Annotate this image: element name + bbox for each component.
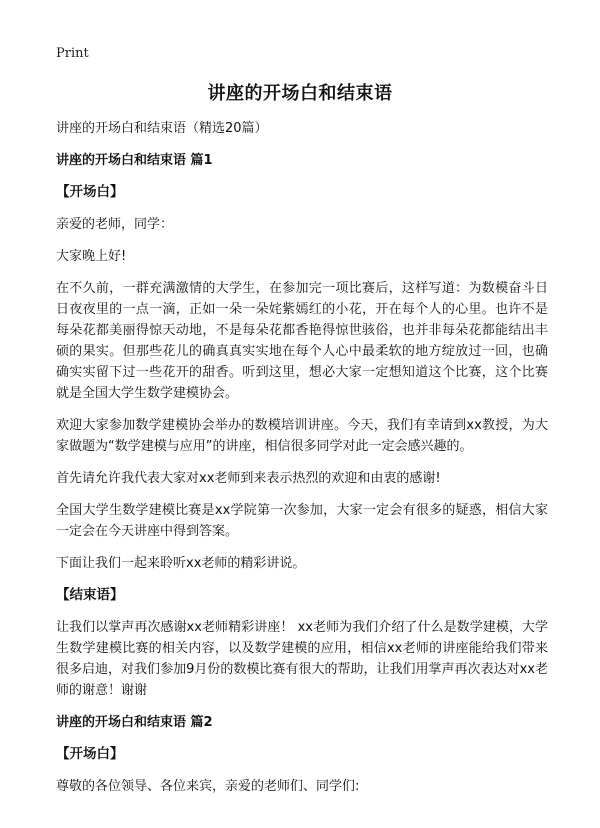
paragraph: 在不久前，一群充满激情的大学生，在参加完一项比赛后，这样写道：为数模奋斗日日夜夜里的一点一滴，正如一朵一朵姹紫嫣红的小花，开在每个人的心里。也许不是每朵花都美丽得惊天动地，不是每朵花都香艳得惊世骇俗，也并非每朵花都能结出丰硕的果实。但那些花儿的确真真实实地在每个人心中最柔软的地方绽放过一回，也确确实实留下过一些花开的甜香。听到这里，想必大家一定想知道这个比赛，这个比赛就是全国大学生数学建模协会。 [56, 281, 548, 401]
section-heading: 讲座的开场白和结束语 篇2 [56, 715, 213, 730]
document-title: 讲座的开场白和结束语 [207, 83, 393, 104]
section-heading: 讲座的开场白和结束语 篇1 [56, 153, 213, 168]
paragraph: 讲座的开场白和结束语（精选20篇） [56, 121, 268, 136]
paragraph: 亲爱的老师，同学： [56, 217, 174, 232]
paragraph: 让我们以掌声再次感谢xx老师精彩讲座！ xx老师为我们介绍了什么是数学建模，大学生数学建模比赛的相关内容，以及数学建模的应用，相信xx老师的讲座能给我们带来很多启迪，对我们参加9月份的数模比赛有很大的帮助，让我们用掌声再次表达对xx老师的谢意！谢谢 [56, 620, 548, 698]
bracket-heading: 【开场白】 [56, 184, 124, 200]
bracket-heading: 【开场白】 [56, 746, 124, 762]
paragraph: 欢迎大家参加数学建模协会举办的数模培训讲座。今天，我们有幸请到xx教授，为大家做题为“数学建模与应用”的讲座，相信很多同学对此一定会感兴趣的。 [56, 418, 548, 454]
paragraph: 尊敬的各位领导、各位来宾，亲爱的老师们、同学们: [56, 779, 360, 794]
paragraph: 首先请允许我代表大家对xx老师到来表示热烈的欢迎和由衷的感谢! [56, 471, 441, 486]
paragraph: 全国大学生数学建模比赛是xx学院第一次参加，大家一定会有很多的疑惑，相信大家一定会在今天讲座中得到答案。 [56, 503, 548, 539]
print-link[interactable]: Print [56, 46, 89, 61]
bracket-heading: 【结束语】 [56, 587, 124, 603]
paragraph: 大家晚上好! [56, 249, 127, 264]
document-body [56, 118, 548, 808]
paragraph: 下面让我们一起来聆听xx老师的精彩讲说。 [56, 556, 306, 571]
